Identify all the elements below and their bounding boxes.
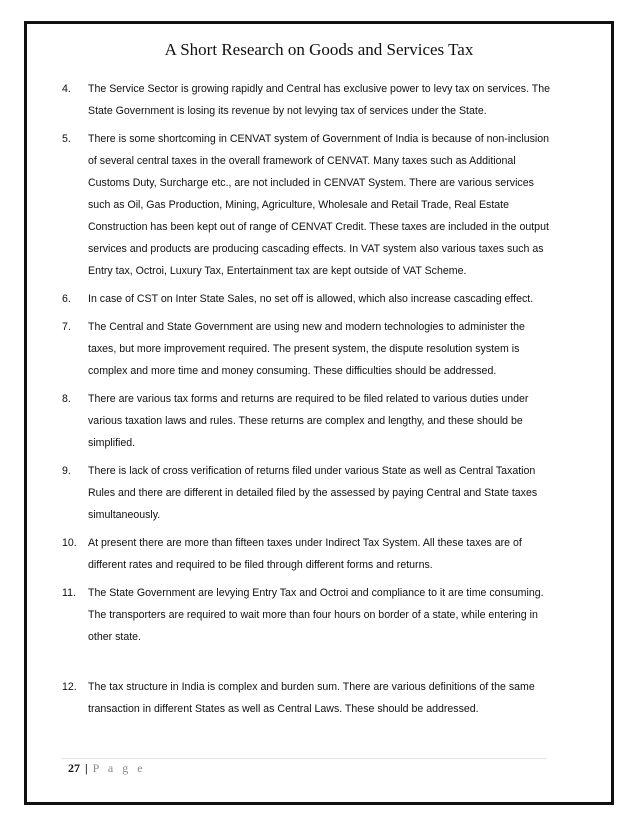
footer-separator: | — [85, 761, 88, 775]
item-number: 4. — [62, 83, 71, 95]
item-number: 5. — [62, 133, 71, 145]
list-item — [62, 128, 552, 282]
list-item — [62, 316, 552, 382]
item-text: There is lack of cross verification of returns filed under various State as well as Central Taxation Rules and there are different in detailed filed by the assessed by paying Central and State taxes simultaneously. — [88, 465, 538, 521]
item-number: 11. — [62, 587, 76, 599]
list-item — [62, 460, 552, 526]
item-number: 7. — [62, 321, 71, 333]
numbered-list — [62, 78, 552, 726]
page-number: 27 — [68, 761, 80, 775]
item-text: The State Government are levying Entry Tax and Octroi and compliance to it are time consuming. The transporters are required to wait more than four hours on border of a state, while entering in other state. — [88, 587, 544, 643]
item-text: In case of CST on Inter State Sales, no set off is allowed, which also increase cascading effect. — [88, 293, 534, 305]
item-number: 10. — [62, 537, 77, 549]
list-item — [62, 288, 552, 310]
item-number: 6. — [62, 293, 71, 305]
list-item — [62, 78, 552, 122]
item-text: The Service Sector is growing rapidly and Central has exclusive power to levy tax on services. The State Government is losing its revenue by not levying tax of services under the State. — [88, 83, 551, 117]
item-number: 9. — [62, 465, 71, 477]
item-text: The tax structure in India is complex and burden sum. There are various definitions of the same transaction in different States as well as Central Laws. These should be addressed. — [88, 681, 535, 715]
list-item — [62, 582, 552, 648]
item-number: 8. — [62, 393, 71, 405]
footer-divider — [62, 758, 546, 759]
item-text: There is some shortcoming in CENVAT system of Government of India is because of non-inclusion of several central taxes in the overall framework of CENVAT. Many taxes such as Additional Customs Duty, Surcharge etc., are not included in CENVAT System. There are various services such as Oil, Gas Production, Mining, Agriculture, Wholesale and Retail Trade, Real Estate Construction has been kept out of range of CENVAT Credit. These taxes are included in the output services and products are producing cascading effects. In VAT system also various taxes such as Entry tax, Octroi, Luxury Tax, Entertainment tax are kept outside of VAT Scheme. — [88, 133, 550, 277]
list-item — [62, 676, 552, 720]
list-item — [62, 532, 552, 576]
item-text: There are various tax forms and returns are required to be filed related to various duties under various taxation laws and rules. These returns are complex and lengthy, and these should be simplified. — [88, 393, 529, 449]
page-footer — [68, 761, 146, 776]
item-text: At present there are more than fifteen taxes under Indirect Tax System. All these taxes are of different rates and required to be filed through different forms and returns. — [88, 537, 522, 571]
item-text: The Central and State Government are using new and modern technologies to administer the taxes, but more improvement required. The present system, the dispute resolution system is complex and more time and money consuming. These difficulties should be addressed. — [88, 321, 525, 377]
page-title: A Short Research on Goods and Services Tax — [164, 40, 474, 59]
list-item — [62, 388, 552, 454]
page-label: P a g e — [92, 761, 146, 775]
item-number: 12. — [62, 681, 77, 693]
